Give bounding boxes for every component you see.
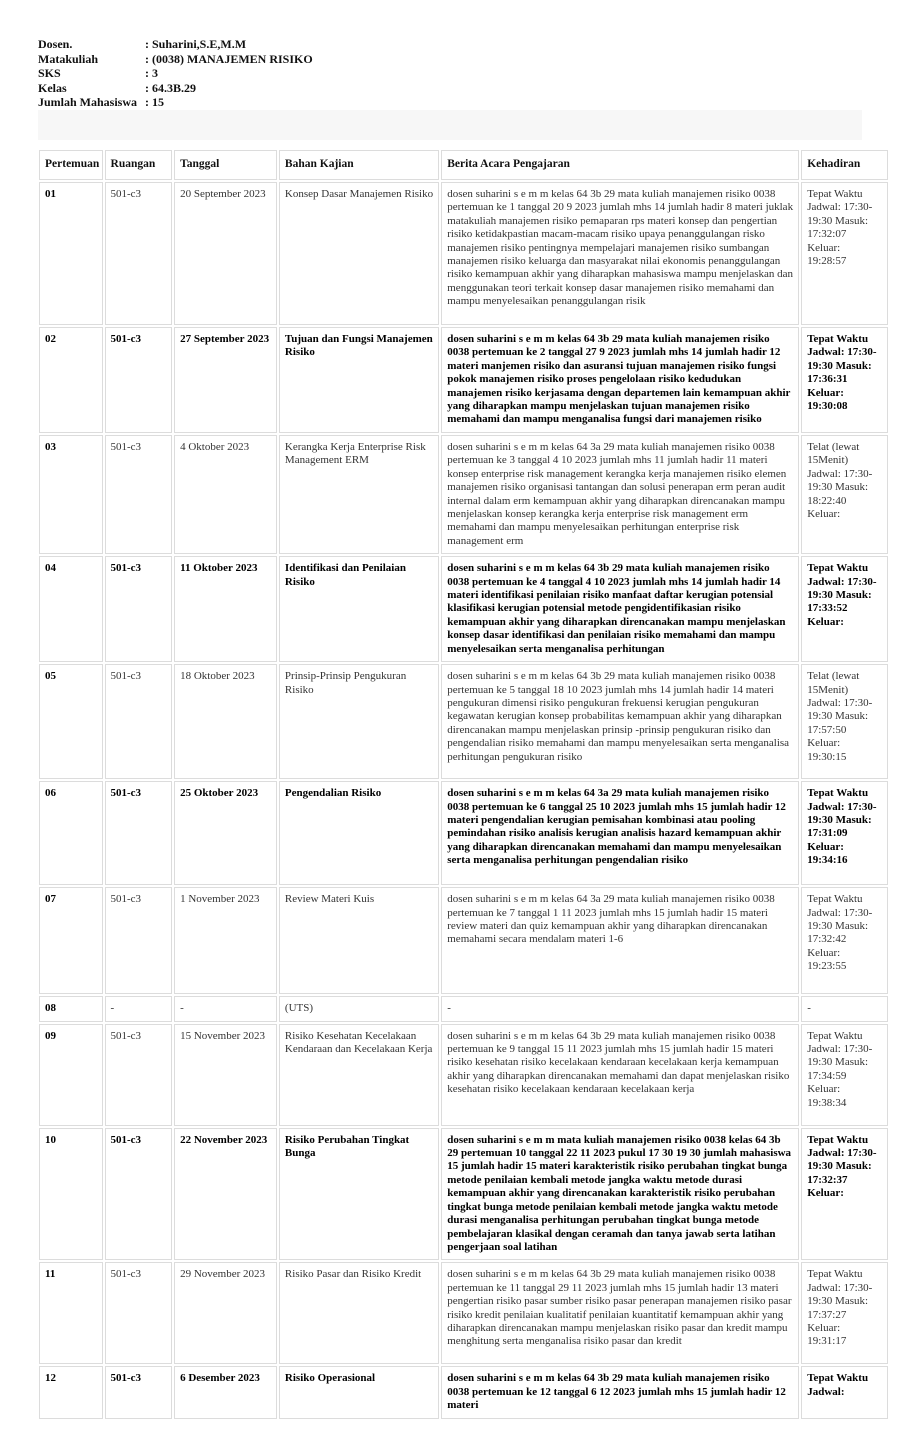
kelas-row — [38, 81, 313, 96]
dosen-label: Dosen. — [38, 37, 73, 51]
cell-kehadiran: Tepat Waktu Jadwal: 17:30-19:30 Masuk: 17:34:59 Keluar: 19:38:34 — [801, 1024, 888, 1126]
col-bahan-kajian: Bahan Kajian — [279, 150, 439, 180]
cell-kehadiran: Telat (lewat 15Menit) Jadwal: 17:30-19:30 Masuk: 17:57:50 Keluar: 19:30:15 — [801, 664, 888, 779]
cell-pertemuan: 12 — [39, 1366, 103, 1418]
cell-kehadiran: Tepat Waktu Jadwal: 17:30-19:30 Masuk: 17:32:37 Keluar: — [801, 1128, 888, 1261]
cell-bahan: Risiko Kesehatan Kecelakaan Kendaraan dan Kecelakaan Kerja — [279, 1024, 439, 1126]
matakuliah-label: Matakuliah — [38, 51, 99, 66]
cell-ruangan: 501-c3 — [105, 1366, 173, 1418]
col-kehadiran: Kehadiran — [801, 150, 888, 180]
cell-kehadiran: Tepat Waktu Jadwal: 17:30-19:30 Masuk: 17:32:42 Keluar: 19:23:55 — [801, 887, 888, 994]
col-tanggal: Tanggal — [174, 150, 277, 180]
cell-ruangan: 501-c3 — [105, 182, 173, 325]
matakuliah-row — [38, 52, 313, 67]
dosen-value: : Suharini,S.E,M.M — [145, 37, 247, 51]
cell-ruangan: 501-c3 — [105, 1128, 173, 1261]
cell-pertemuan: 06 — [39, 781, 103, 885]
cell-bahan: Tujuan dan Fungsi Manajemen Risiko — [279, 327, 439, 433]
cell-tanggal: 20 September 2023 — [174, 182, 277, 325]
cell-bahan: Risiko Operasional — [279, 1366, 439, 1418]
cell-kehadiran: Tepat Waktu Jadwal: 17:30-19:30 Masuk: 17:32:07 Keluar: 19:28:57 — [801, 182, 888, 325]
table-header-row — [39, 150, 888, 180]
cell-tanggal: 4 Oktober 2023 — [174, 435, 277, 554]
cell-bahan: Pengendalian Risiko — [279, 781, 439, 885]
col-ruangan: Ruangan — [105, 150, 173, 180]
cell-tanggal: - — [174, 996, 277, 1021]
cell-berita: dosen suharini s e m m kelas 64 3b 29 mata kuliah manajemen risiko 0038 pertemuan ke 4 tanggal 4 10 2023 jumlah mhs 14 jumlah hadir 14 materi identifikasi penilaian risiko manfaat daftar kerugian potensial klasifikasi kerugian potensial metode pengidentifikasian risiko kemampuan akhir yang diharapkan direncanakan mampu menjelaskan konsep dasar identifikasi dan penilaian risiko memahami dan mampu menyelesaikan serta menganalisa perhitungan — [441, 556, 799, 662]
table-row — [39, 1128, 888, 1261]
sks-value: : 3 — [145, 66, 158, 80]
cell-berita: dosen suharini s e m m kelas 64 3b 29 mata kuliah manajemen risiko 0038 pertemuan ke 2 tanggal 27 9 2023 jumlah mhs 14 jumlah hadir 12 materi manjemen risiko dan asuransi tujuan manajemen risiko fungsi pokok manajemen risiko proses pengelolaan risiko kedudukan manajemen risiko kerjasama dengan departemen lain kemampuan akhir yang diharapkan mampu menjelaskan tujuan manajemen risiko memahami dan mampu menganalisa fungsi dari manajemen risiko — [441, 327, 799, 433]
cell-berita: dosen suharini s e m m kelas 64 3a 29 mata kuliah manajemen risiko 0038 pertemuan ke 7 tanggal 1 11 2023 jumlah mhs 15 jumlah hadir 15 materi review materi dan quiz kemampuan akhir yang diharapkan direncanakan memahami secara mendalam materi 1-6 — [441, 887, 799, 994]
cell-bahan: Review Materi Kuis — [279, 887, 439, 994]
cell-tanggal: 6 Desember 2023 — [174, 1366, 277, 1418]
cell-berita: dosen suharini s e m m kelas 64 3b 29 mata kuliah manajemen risiko 0038 pertemuan ke 1 tanggal 20 9 2023 jumlah mhs 14 jumlah hadir 8 materi juklak matakuliah manajemen risiko pemaparan rps materi konsep dan pengertian risiko ketidakpastian macam-macam risiko upaya penanggulangan risko manajemen risiko pentingnya mempelajari manajemen risiko sumbangan manajemen risiko keluarga dan masyarakat nilai ekonomis penanggulangan risiko kemampuan akhir yang diharapkan mahasiswa mampu menjelaskan dan menggunakan teori terkait konsep dasar manajemen risiko memahami dan mampu menyelesaikan penanggulangan risik — [441, 182, 799, 325]
table-row — [39, 1024, 888, 1126]
cell-tanggal: 22 November 2023 — [174, 1128, 277, 1261]
cell-pertemuan: 09 — [39, 1024, 103, 1126]
table-row — [39, 664, 888, 779]
cell-bahan: Risiko Pasar dan Risiko Kredit — [279, 1262, 439, 1364]
dosen-row — [38, 37, 313, 52]
cell-ruangan: 501-c3 — [105, 664, 173, 779]
cell-ruangan: 501-c3 — [105, 327, 173, 433]
cell-bahan: Prinsip-Prinsip Pengukuran Risiko — [279, 664, 439, 779]
cell-kehadiran: Tepat Waktu Jadwal: 17:30-19:30 Masuk: 17:37:27 Keluar: 19:31:17 — [801, 1262, 888, 1364]
cell-berita: - — [441, 996, 799, 1021]
table-header — [39, 150, 888, 180]
cell-pertemuan: 04 — [39, 556, 103, 662]
sks-label: SKS — [38, 66, 61, 80]
cell-ruangan: 501-c3 — [105, 1262, 173, 1364]
cell-kehadiran: Tepat Waktu Jadwal: 17:30-19:30 Masuk: 17:31:09 Keluar: 19:34:16 — [801, 781, 888, 885]
matakuliah-value: : (0038) MANAJEMEN RISIKO — [145, 51, 313, 66]
cell-pertemuan: 01 — [39, 182, 103, 325]
cell-ruangan: - — [105, 996, 173, 1021]
cell-berita: dosen suharini s e m m kelas 64 3b 29 mata kuliah manajemen risiko 0038 pertemuan ke 9 tanggal 15 11 2023 jumlah mhs 15 jumlah hadir 15 materi risiko kesehatan risiko kecelakaan kendaraan kecelakaan kerja kemampuan akhir yang diharapkan direncanakan memahami dan dapat menjelaskan risiko kesehatan risiko kecelakaan kendaraan kecelakaan kerja — [441, 1024, 799, 1126]
table-row — [39, 435, 888, 554]
cell-berita: dosen suharini s e m m mata kuliah manajemen risiko 0038 kelas 64 3b 29 pertemuan 10 tanggal 22 11 2023 pukul 17 30 19 30 jumlah mahasiswa 15 jumlah hadir 15 materi karakteristik risiko perubahan tingkat bunga metode penilaian kembali metode jangka waktu metode durasi kemampuan akhir yang direncanakan karakteristik risiko perubahan tingkat bunga metode penilaian kembali metode jangka waktu metode durasi menganalisa perhitungan perubahan tingkat bunga metode pembelajaran klasikal dengan ceramah dan tanya jawab serta latihan pengerjaan soal latihan — [441, 1128, 799, 1261]
cell-pertemuan: 03 — [39, 435, 103, 554]
cell-tanggal: 25 Oktober 2023 — [174, 781, 277, 885]
jumlah-label: Jumlah Mahasiswa — [38, 95, 138, 109]
header-divider-band — [38, 110, 862, 140]
cell-bahan: Kerangka Kerja Enterprise Risk Management ERM — [279, 435, 439, 554]
kelas-label: Kelas — [38, 80, 67, 95]
course-header — [38, 37, 313, 110]
sks-row — [38, 66, 313, 81]
cell-bahan: Identifikasi dan Penilaian Risiko — [279, 556, 439, 662]
cell-tanggal: 11 Oktober 2023 — [174, 556, 277, 662]
cell-tanggal: 15 November 2023 — [174, 1024, 277, 1126]
cell-ruangan: 501-c3 — [105, 556, 173, 662]
cell-ruangan: 501-c3 — [105, 887, 173, 994]
cell-pertemuan: 08 — [39, 996, 103, 1021]
table-row — [39, 1262, 888, 1364]
jumlah-value: : 15 — [145, 95, 164, 109]
cell-ruangan: 501-c3 — [105, 1024, 173, 1126]
table-row — [39, 996, 888, 1021]
cell-ruangan: 501-c3 — [105, 435, 173, 554]
cell-pertemuan: 07 — [39, 887, 103, 994]
cell-pertemuan: 05 — [39, 664, 103, 779]
table-row — [39, 887, 888, 994]
col-pertemuan: Pertemuan — [39, 150, 103, 180]
cell-bahan: Risiko Perubahan Tingkat Bunga — [279, 1128, 439, 1261]
table-row — [39, 327, 888, 433]
cell-kehadiran: Tepat Waktu Jadwal: — [801, 1366, 888, 1418]
table-row — [39, 1366, 888, 1418]
cell-berita: dosen suharini s e m m kelas 64 3b 29 mata kuliah manajemen risiko 0038 pertemuan ke 12 tanggal 6 12 2023 jumlah mhs 15 jumlah hadir 12 materi — [441, 1366, 799, 1418]
cell-pertemuan: 10 — [39, 1128, 103, 1261]
cell-tanggal: 1 November 2023 — [174, 887, 277, 994]
cell-berita: dosen suharini s e m m kelas 64 3b 29 mata kuliah manajemen risiko 0038 pertemuan ke 11 tanggal 29 11 2023 jumlah mhs 15 jumlah hadir 13 materi pengertian risiko pasar sumber risiko pasar penerapan manajemen risiko pasar risiko kredit penilaian kualitatif penilaian kuantitatif kemampuan akhir yang diharapkan direncanakan mampu menjelaskan risiko pasar dan kredit mampu menghitung serta menganalisa risiko pasar dan kredit — [441, 1262, 799, 1364]
cell-kehadiran: Tepat Waktu Jadwal: 17:30-19:30 Masuk: 17:33:52 Keluar: — [801, 556, 888, 662]
cell-kehadiran: - — [801, 996, 888, 1021]
cell-berita: dosen suharini s e m m kelas 64 3a 29 mata kuliah manajemen risiko 0038 pertemuan ke 6 tanggal 25 10 2023 jumlah mhs 15 jumlah hadir 12 materi pengendalian kerugian pemisahan kombinasi atau pooling pemindahan risiko analisis kerugian analisis hazard kemampuan akhir yang diharapkan direncanakan memahami dan mampu menyelesaikan serta menganalisa perhitungan pengendalian risiko — [441, 781, 799, 885]
cell-berita: dosen suharini s e m m kelas 64 3b 29 mata kuliah manajemen risiko 0038 pertemuan ke 5 tanggal 18 10 2023 jumlah mhs 14 jumlah hadir 14 materi pengukuran dimensi risiko pengukuran frekuensi kerugian pengukuran kegawatan kerugian konsep probabilitas kemampuan akhir yang diharapkan direncanakan mampu menjelaskan prinsip -prinsip pengukuran risiko dan pengendalian risiko memahami dan mampu menyelesaikan serta menganalisa perhitungan pengukuran risiko — [441, 664, 799, 779]
cell-bahan: (UTS) — [279, 996, 439, 1021]
table-row — [39, 182, 888, 325]
cell-tanggal: 18 Oktober 2023 — [174, 664, 277, 779]
table-row — [39, 556, 888, 662]
attendance-table — [37, 148, 890, 1421]
col-berita-acara: Berita Acara Pengajaran — [441, 150, 799, 180]
cell-pertemuan: 11 — [39, 1262, 103, 1364]
cell-kehadiran: Telat (lewat 15Menit) Jadwal: 17:30-19:30 Masuk: 18:22:40 Keluar: — [801, 435, 888, 554]
table-row — [39, 781, 888, 885]
kelas-value: : 64.3B.29 — [145, 80, 196, 95]
cell-berita: dosen suharini s e m m kelas 64 3a 29 mata kuliah manajemen risiko 0038 pertemuan ke 3 tanggal 4 10 2023 jumlah mhs 11 jumlah hadir 11 materi konsep enterprise risk management kerangka kerja manajemen risiko elemen manajemen risiko organisasi tantangan dan solusi penerapan erm peran audit internal dalam erm kemampuan akhir yang diharapkan direncanakan mampu menjelaskan konsep kerangka kerja enterprise risk management erm memahami dan mampu menyelesaikan perhitungan enterprise risk management erm — [441, 435, 799, 554]
jumlah-row — [38, 95, 313, 110]
cell-pertemuan: 02 — [39, 327, 103, 433]
cell-bahan: Konsep Dasar Manajemen Risiko — [279, 182, 439, 325]
cell-ruangan: 501-c3 — [105, 781, 173, 885]
table-body — [39, 182, 888, 1419]
cell-kehadiran: Tepat Waktu Jadwal: 17:30-19:30 Masuk: 17:36:31 Keluar: 19:30:08 — [801, 327, 888, 433]
cell-tanggal: 27 September 2023 — [174, 327, 277, 433]
cell-tanggal: 29 November 2023 — [174, 1262, 277, 1364]
